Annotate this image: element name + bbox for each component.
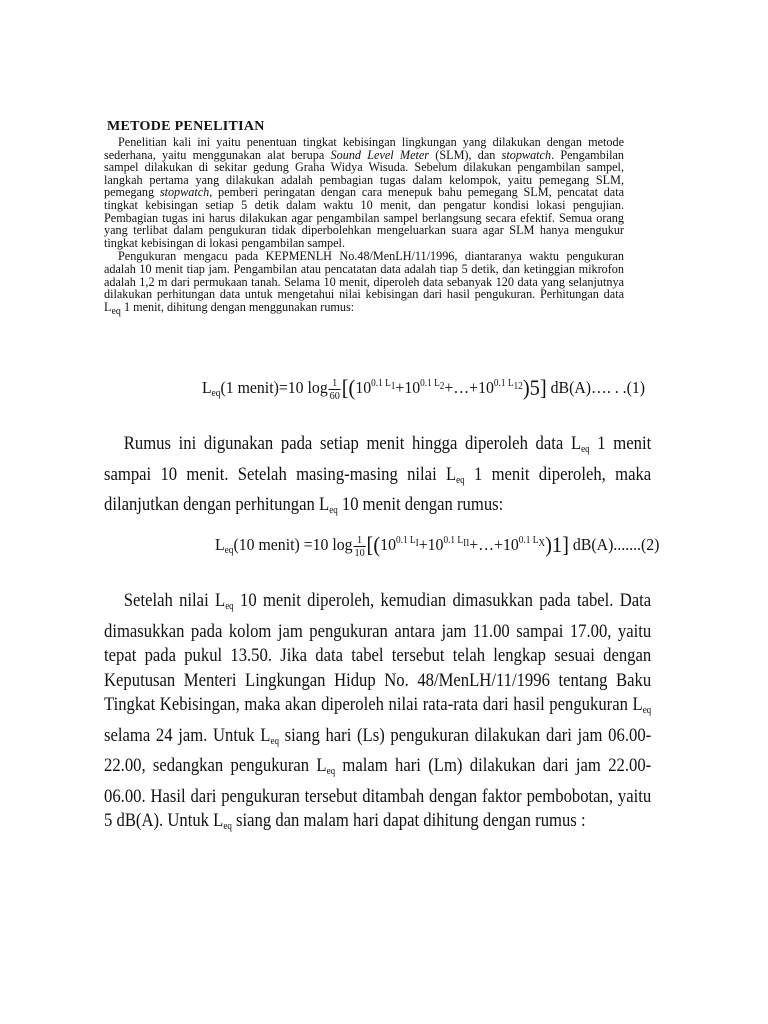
section-heading: METODE PENELITIAN (107, 119, 265, 134)
fraction-1-10: $\frac{1}{10}$ (354, 533, 365, 559)
paragraph-rumus: Rumus ini digunakan pada setiap menit hingga diperoleh data $L_{eq}$ 1 menit sampai 10 menit. Setelah masing-masing nilai $L_{eq}$ 1 menit diperoleh, maka dilanjutkan dengan perhitungan $L_{eq}$ 10 menit dengan rumus: (104, 434, 652, 516)
fraction-1-60: $\frac{1}{60}$ (329, 376, 340, 402)
formula-2: $L_{eq}(10$ menit) =10 log $\frac{1}{10}$ $[(10^{0.1 L_I}+10^{0.1 L_{II}}+\dots+10^{0.1 L_X})1]$ dB(A).......(2) (215, 532, 660, 559)
intro-paragraphs (104, 136, 624, 318)
paragraph-leq-table: Setelah nilai $L_{eq}$ 10 menit diperoleh, kemudian dimasukkan pada tabel. Data dimasukkan pada kolom jam pengukuran antara jam 11.00 sampai 17.00, yaitu tepat pada pukul 13.50. Jika data tabel tersebut telah lengkap sesuai dengan Keputusan Menteri Lingkungan Hidup No. 48/MenLH/11/1996 tentang Baku Tingkat Kebisingan, maka akan diperoleh nilai rata-rata dari hasil pengukuran $L_{eq}$ selama 24 jam. Untuk $L_{eq}$ siang hari (Ls) pengukuran dilakukan dari jam 06.00-22.00, sedangkan pengukuran $L_{eq}$ malam hari (Lm) dilakukan dari jam 22.00-06.00. Hasil dari pengukuran tersebut ditambah dengan faktor pembobotan, yaitu 5 dB(A). Untuk $L_{eq}$ siang dan malam hari dapat dihitung dengan rumus : (104, 591, 652, 832)
formula-1: $L_{eq}(1$ menit)=10 log $\frac{1}{60}$ $[(10^{0.1 L_1}+10^{0.1 L_2}+\dots+10^{0.1 L_{12}})5]$ dB(A)…. . .(1) (202, 375, 646, 402)
paragraph-method: Penelitian kali ini yaitu penentuan tingkat kebisingan lingkungan yang dilakukan dengan metode sederhana, yaitu menggunakan alat berupa Sound Level Meter (SLM), dan stopwatch. Pengambilan sampel dilakukan di sekitar gedung Graha Widya Wisuda. Sebelum dilakukan pengambilan sampel, langkah pertama yang dilakukan adalah pembagian tugas dalam kelompok, yaitu pemegang SLM, pemegang stopwatch, pemberi peringatan dengan cara menepuk bahu pemegang SLM, pencatat data tingkat kebisingan setiap 5 detik dalam waktu 10 menit, dan pengatur kondisi lokasi pengujian. Pembagian tugas ini harus dilakukan agar pengambilan sampel berlangsung secara efektif. Semua orang yang terlibat dalam pengukuran tidak diperbolehkan mengeluarkan suara agar SLM hanya mengukur tingkat kebisingan di lokasi pengambilan sampel. (104, 135, 624, 250)
paragraph-measurement: Pengukuran mengacu pada KEPMENLH No.48/MenLH/11/1996, diantaranya waktu pengukuran adalah 10 menit tiap jam. Pengambilan atau pencatatan data adalah tiap 5 detik, dan ketinggian mikrofon adalah 1,2 m dari permukaan tanah. Selama 10 menit, diperoleh data sebanyak 120 data yang selanjutnya dilakukan perhitungan data untuk mengetahui nilai kebisingan dari hasil pengukuran. Perhitungan data $L_{eq}$ 1 menit, dihitung dengan menggunakan rumus: (104, 249, 624, 317)
